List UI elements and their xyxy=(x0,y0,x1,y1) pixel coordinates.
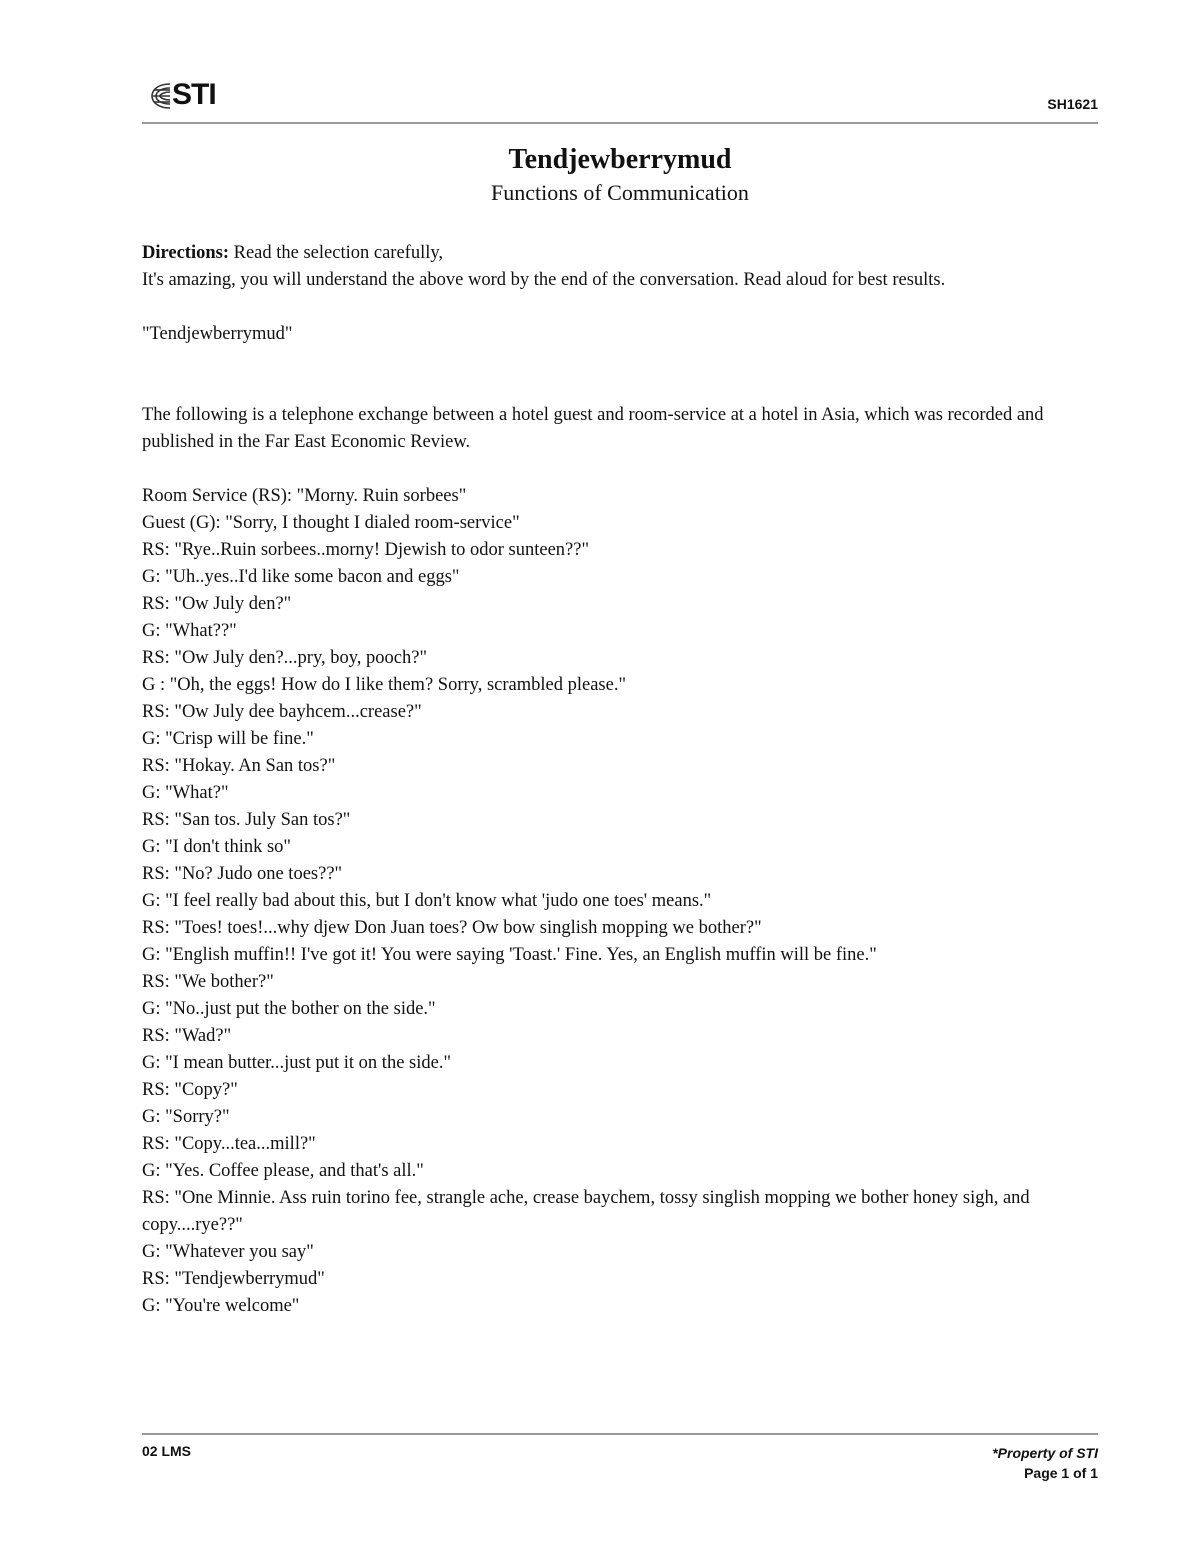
dialogue-line: G: "You're welcome" xyxy=(142,1296,300,1316)
dialogue-line: G: "Whatever you say" xyxy=(142,1242,314,1262)
dialogue-line: G: "English muffin!! I've got it! You were saying 'Toast.' Fine. Yes, an English muffin will be fine." xyxy=(142,945,877,965)
dialogue-line: RS: "No? Judo one toes??" xyxy=(142,864,343,884)
context-paragraph: The following is a telephone exchange between a hotel guest and room-service at a hotel in Asia, which was recorded and published in the Far East Economic Review. xyxy=(142,405,1044,452)
document-body xyxy=(142,240,1098,1320)
page-subtitle: Functions of Communication xyxy=(491,180,749,205)
dialogue-line: RS: "San tos. July San tos?" xyxy=(142,810,351,830)
dialogue-line: G: "I don't think so" xyxy=(142,837,291,857)
directions-line xyxy=(142,240,1098,267)
quoted-word: "Tendjewberrymud" xyxy=(142,324,293,344)
header-divider xyxy=(142,122,1098,124)
footer-right xyxy=(992,1443,1098,1483)
dialogue-line: G: "I mean butter...just put it on the side." xyxy=(142,1053,452,1073)
directions-text: Read the selection carefully, xyxy=(229,243,444,263)
dialogue-line: RS: "One Minnie. Ass ruin torino fee, strangle ache, crease baychem, tossy singlish mopping we bother honey sigh, and copy....rye??" xyxy=(142,1188,1030,1235)
dialogue-line: Guest (G): "Sorry, I thought I dialed room-service" xyxy=(142,513,520,533)
dialogue-line: RS: "Rye..Ruin sorbees..morny! Djewish to odor sunteen??" xyxy=(142,540,589,560)
footer-course-code: 02 LMS xyxy=(142,1443,192,1459)
dialogue-line: G: "Sorry?" xyxy=(142,1107,230,1127)
dialogue-line: RS: "Wad?" xyxy=(142,1026,232,1046)
dialogue-line: G: "Yes. Coffee please, and that's all." xyxy=(142,1161,424,1181)
dialogue-line: RS: "Copy?" xyxy=(142,1080,238,1100)
dialogue-line: RS: "Ow July den?" xyxy=(142,594,292,614)
dialogue xyxy=(142,483,1098,1320)
dialogue-line: G: "No..just put the bother on the side." xyxy=(142,999,436,1019)
directions-label: Directions: xyxy=(142,243,229,263)
document-code: SH1621 xyxy=(1047,96,1098,112)
page-header xyxy=(142,76,1098,124)
dialogue-line: RS: "We bother?" xyxy=(142,972,274,992)
intro-paragraph: It's amazing, you will understand the above word by the end of the conversation. Read aloud for best results. xyxy=(142,270,946,290)
property-notice: *Property of STI xyxy=(992,1445,1098,1461)
dialogue-line: RS: "Toes! toes!...why djew Don Juan toes? Ow bow singlish mopping we bother?" xyxy=(142,918,762,938)
dialogue-line: RS: "Tendjewberrymud" xyxy=(142,1269,325,1289)
dialogue-line: RS: "Hokay. An San tos?" xyxy=(142,756,336,776)
dialogue-line: Room Service (RS): "Morny. Ruin sorbees" xyxy=(142,486,467,506)
dialogue-line: RS: "Ow July den?...pry, boy, pooch?" xyxy=(142,648,428,668)
page-title: Tendjewberrymud xyxy=(508,144,732,175)
dialogue-line: G : "Oh, the eggs! How do I like them? Sorry, scrambled please." xyxy=(142,675,626,695)
page-number: Page 1 of 1 xyxy=(1024,1465,1098,1481)
dialogue-line: G: "What?" xyxy=(142,783,229,803)
dialogue-line: G: "What??" xyxy=(142,621,237,641)
globe-icon xyxy=(150,80,172,110)
footer-divider xyxy=(142,1433,1098,1435)
logo-text: STI xyxy=(172,78,216,111)
dialogue-line: G: "I feel really bad about this, but I don't know what 'judo one toes' means." xyxy=(142,891,712,911)
dialogue-line: G: "Uh..yes..I'd like some bacon and eggs" xyxy=(142,567,460,587)
dialogue-line: RS: "Copy...tea...mill?" xyxy=(142,1134,316,1154)
sti-logo xyxy=(150,80,216,110)
dialogue-line: RS: "Ow July dee bayhcem...crease?" xyxy=(142,702,422,722)
dialogue-line: G: "Crisp will be fine." xyxy=(142,729,314,749)
